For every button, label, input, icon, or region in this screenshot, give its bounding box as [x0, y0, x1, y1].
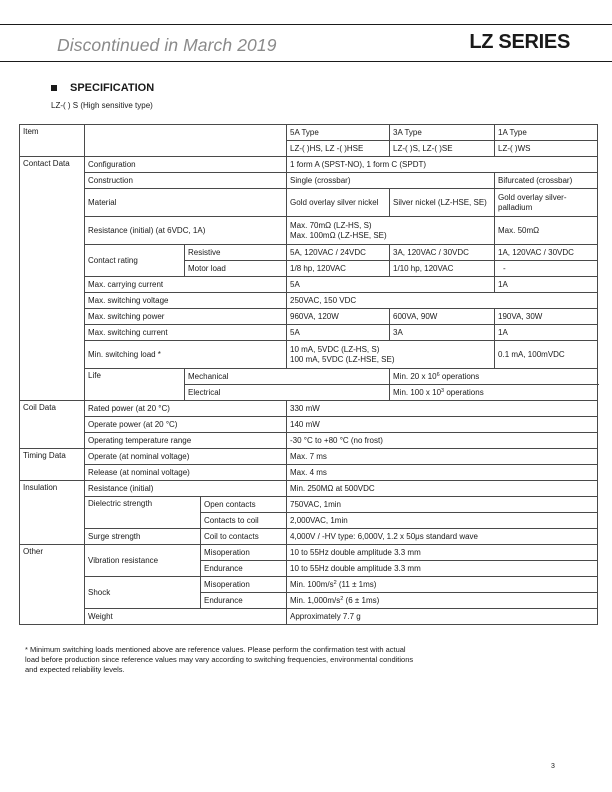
table-row — [20, 401, 598, 417]
table-row — [20, 481, 598, 497]
label-electrical: Electrical — [185, 385, 390, 401]
value-construction-bifurcated: Bifurcated (crossbar) — [495, 173, 598, 189]
value-contacts-to-coil: 2,000VAC, 1min — [287, 513, 598, 529]
value-resistance — [287, 217, 495, 245]
mechanical-suffix: operations — [439, 371, 480, 381]
value-vibration-misoperation: 10 to 55Hz double amplitude 3.3 mm — [287, 545, 598, 561]
label-resistance: Resistance (initial) (at 6VDC, 1A) — [85, 217, 287, 245]
label-contacts-to-coil: Contacts to coil — [201, 513, 287, 529]
value-operate-power: 140 mW — [287, 417, 598, 433]
value-max-sw-power-5a: 960VA, 120W — [287, 309, 390, 325]
label-material: Material — [85, 189, 287, 217]
value-rated-power: 330 mW — [287, 401, 598, 417]
label-contact-rating: Contact rating — [85, 245, 185, 277]
mechanical-text: Min. 20 x 10 — [393, 371, 437, 381]
label-max-sw-voltage: Max. switching voltage — [85, 293, 287, 309]
value-resistive-1a: 1A, 120VAC / 30VDC — [495, 245, 598, 261]
type-5a-header: 5A Type — [287, 125, 390, 141]
table-row — [20, 245, 598, 261]
label-rated-power: Rated power (at 20 °C) — [85, 401, 287, 417]
table-row — [20, 173, 598, 189]
value-vibration-endurance: 10 to 55Hz double amplitude 3.3 mm — [287, 561, 598, 577]
section-subtitle: LZ-( ) S (High sensitive type) — [51, 101, 153, 110]
value-max-carry-1a: 1A — [495, 277, 598, 293]
label-shock-endurance: Endurance — [201, 593, 287, 609]
label-ins-resistance: Resistance (initial) — [85, 481, 287, 497]
label-mechanical: Mechanical — [185, 369, 390, 385]
value-max-carry: 5A — [287, 277, 495, 293]
group-coil-data: Coil Data — [20, 401, 85, 449]
type-3a-header: 3A Type — [390, 125, 495, 141]
value-configuration: 1 form A (SPST-NO), 1 form C (SPDT) — [287, 157, 598, 173]
label-shock: Shock — [85, 577, 201, 609]
type-1a-header: 1A Type — [495, 125, 598, 141]
table-row — [20, 449, 598, 465]
table-row — [20, 157, 598, 173]
table-row — [20, 465, 598, 481]
value-resistive-5a: 5A, 120VAC / 24VDC — [287, 245, 390, 261]
footnote — [25, 645, 413, 675]
label-max-sw-power: Max. switching power — [85, 309, 287, 325]
label-max-sw-current: Max. switching current — [85, 325, 287, 341]
min-sw-load-line-1: 10 mA, 5VDC (LZ-HS, S) — [290, 344, 380, 354]
label-vibration-endurance: Endurance — [201, 561, 287, 577]
shock-end-exponent: 2 — [340, 595, 344, 602]
value-max-sw-current-3a: 3A — [390, 325, 495, 341]
electrical-exponent: 3 — [441, 387, 445, 394]
value-surge: 4,000V / -HV type: 6,000V, 1.2 x 50μs standard wave — [287, 529, 598, 545]
value-shock-misoperation — [287, 577, 598, 593]
table-row — [20, 325, 598, 341]
table-row — [20, 417, 598, 433]
value-max-sw-current-1a: 1A — [495, 325, 598, 341]
group-life: Life — [85, 369, 185, 401]
group-contact-data: Contact Data — [20, 157, 85, 401]
item-header: Item — [20, 125, 85, 157]
table-row — [20, 309, 598, 325]
value-min-sw-load — [287, 341, 495, 369]
specification-table — [19, 124, 598, 625]
label-op-temp: Operating temperature range — [85, 433, 287, 449]
label-operate-time: Operate (at nominal voltage) — [85, 449, 287, 465]
value-op-temp: -30 °C to +80 °C (no frost) — [287, 433, 598, 449]
electrical-text: Min. 100 x 10 — [393, 387, 442, 397]
value-motor-3a: 1/10 hp, 120VAC — [390, 261, 495, 277]
table-row — [20, 545, 598, 561]
value-open-contacts: 750VAC, 1min — [287, 497, 598, 513]
series-title: LZ SERIES — [469, 31, 570, 53]
value-construction-single: Single (crossbar) — [287, 173, 495, 189]
table-row — [20, 189, 598, 217]
value-resistance-1a: Max. 50mΩ — [495, 217, 598, 245]
table-row — [20, 529, 598, 545]
electrical-suffix: operations — [444, 387, 484, 397]
shock-mis-suffix: (11 ± 1ms) — [336, 579, 377, 589]
value-min-sw-load-1a: 0.1 mA, 100mVDC — [495, 341, 598, 369]
label-operate-power: Operate power (at 20 °C) — [85, 417, 287, 433]
value-max-sw-power-3a: 600VA, 90W — [390, 309, 495, 325]
label-release-time: Release (at nominal voltage) — [85, 465, 287, 481]
group-other: Other — [20, 545, 85, 625]
value-operate-time: Max. 7 ms — [287, 449, 598, 465]
shock-mis-exponent: 2 — [333, 579, 337, 586]
table-row — [20, 497, 598, 513]
section-heading — [51, 82, 154, 94]
footnote-line-2: load before production since reference values may vary according to switching frequencies, environmental conditions — [25, 655, 414, 664]
table-row — [20, 125, 598, 141]
value-resistive-3a: 3A, 120VAC / 30VDC — [390, 245, 495, 261]
table-row — [20, 293, 598, 309]
value-max-sw-current-5a: 5A — [287, 325, 390, 341]
label-vibration-misoperation: Misoperation — [201, 545, 287, 561]
label-vibration: Vibration resistance — [85, 545, 201, 577]
label-min-sw-load: Min. switching load * — [85, 341, 287, 369]
value-motor-5a: 1/8 hp, 120VAC — [287, 261, 390, 277]
table-row — [20, 341, 598, 369]
resistance-line-2: Max. 100mΩ (LZ-HSE, SE) — [290, 230, 387, 240]
label-coil-to-contacts: Coil to contacts — [201, 529, 287, 545]
table-row — [20, 577, 598, 593]
table-row — [20, 369, 598, 385]
page-number: 3 — [551, 763, 555, 770]
min-sw-load-line-2: 100 mA, 5VDC (LZ-HSE, SE) — [290, 354, 395, 364]
label-configuration: Configuration — [85, 157, 287, 173]
value-mechanical — [390, 369, 598, 385]
table-row — [20, 277, 598, 293]
resistance-line-1: Max. 70mΩ (LZ-HS, S) — [290, 220, 372, 230]
label-max-carry: Max. carrying current — [85, 277, 287, 293]
value-electrical — [390, 385, 598, 401]
value-material-3a: Silver nickel (LZ-HSE, SE) — [390, 189, 495, 217]
value-ins-resistance: Min. 250MΩ at 500VDC — [287, 481, 598, 497]
footnote-line-3: and expected reliability levels. — [25, 665, 125, 674]
value-motor-1a: - — [495, 261, 598, 277]
label-shock-misoperation: Misoperation — [201, 577, 287, 593]
section-title: SPECIFICATION — [70, 82, 155, 94]
discontinued-notice: Discontinued in March 2019 — [57, 35, 277, 55]
group-insulation: Insulation — [20, 481, 85, 545]
label-open-contacts: Open contacts — [201, 497, 287, 513]
label-dielectric: Dielectric strength — [85, 497, 201, 529]
value-shock-endurance — [287, 593, 598, 609]
header-bottom-rule — [0, 61, 612, 62]
model-5a: LZ-( )HS, LZ -( )HSE — [287, 141, 390, 157]
footnote-line-1: * Minimum switching loads mentioned above are reference values. Please perform the confirmation test with actual — [25, 645, 406, 654]
value-release-time: Max. 4 ms — [287, 465, 598, 481]
label-resistive: Resistive — [185, 245, 287, 261]
label-surge: Surge strength — [85, 529, 201, 545]
group-timing-data: Timing Data — [20, 449, 85, 481]
label-motor-load: Motor load — [185, 261, 287, 277]
value-max-sw-power-1a: 190VA, 30W — [495, 309, 598, 325]
label-weight: Weight — [85, 609, 287, 625]
value-max-sw-voltage: 250VAC, 150 VDC — [287, 293, 598, 309]
shock-end-text: Min. 1,000m/s — [290, 595, 341, 605]
shock-mis-text: Min. 100m/s — [290, 579, 334, 589]
value-weight: Approximately 7.7 g — [287, 609, 598, 625]
label-construction: Construction — [85, 173, 287, 189]
table-row — [20, 609, 598, 625]
shock-end-suffix: (6 ± 1ms) — [343, 595, 380, 605]
mechanical-exponent: 6 — [436, 371, 440, 378]
table-row — [20, 433, 598, 449]
item-header-blank — [85, 125, 287, 157]
model-1a: LZ-( )WS — [495, 141, 598, 157]
header-top-rule — [0, 24, 612, 25]
value-material-1a: Gold overlay silver-palladium — [495, 189, 598, 217]
square-bullet-icon — [51, 85, 57, 91]
table-row — [20, 217, 598, 245]
value-material-5a: Gold overlay silver nickel — [287, 189, 390, 217]
model-3a: LZ-( )S, LZ-( )SE — [390, 141, 495, 157]
